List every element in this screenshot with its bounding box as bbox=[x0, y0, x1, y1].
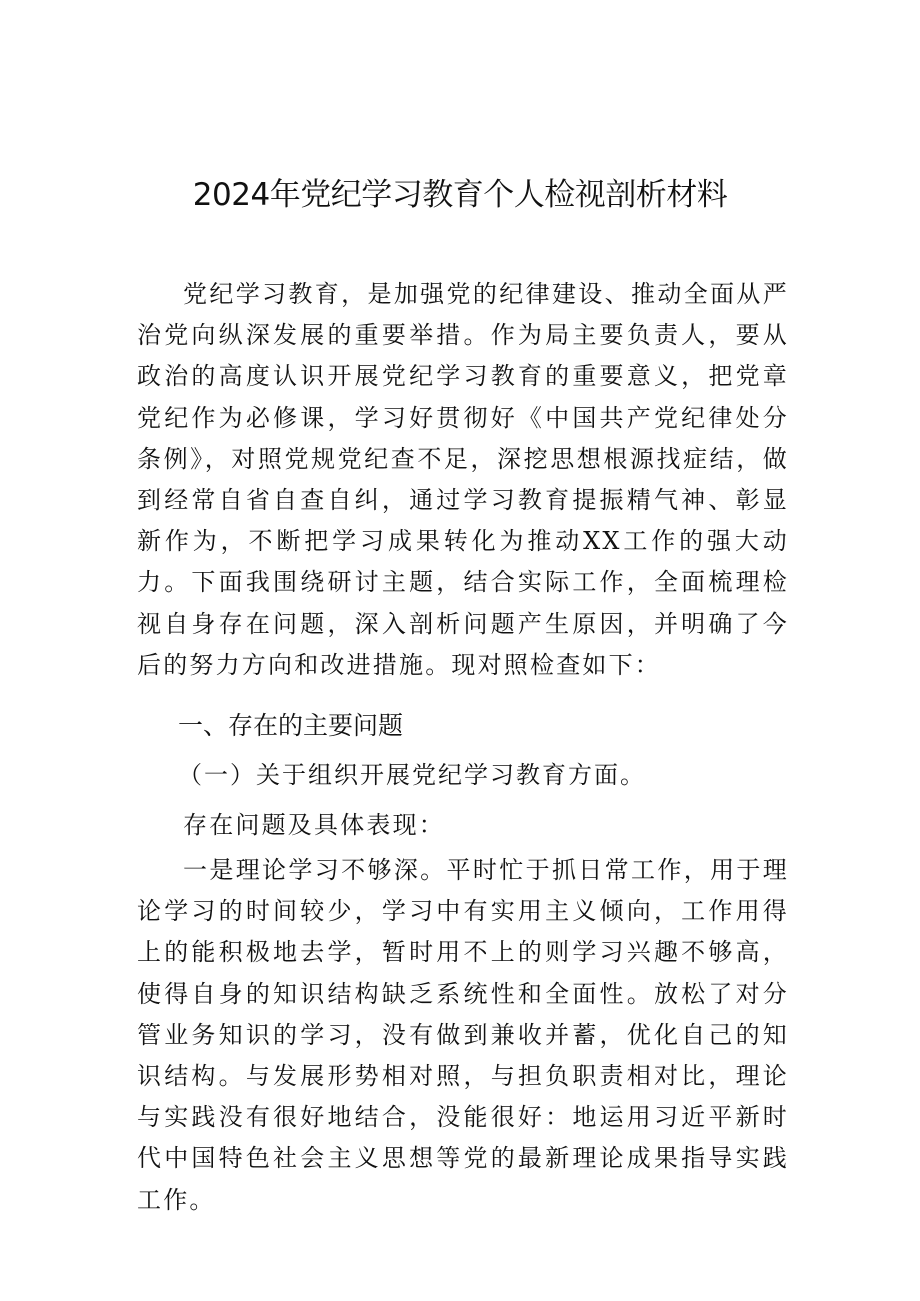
document-title: 2024年党纪学习教育个人检视剖析材料 bbox=[192, 177, 728, 213]
subsection-heading: （一）关于组织开展党纪学习教育方面。 bbox=[178, 761, 646, 789]
problems-label: 存在问题及具体表现： bbox=[183, 811, 445, 839]
point-one-paragraph: 一是理论学习不够深。平时忙于抓日常工作，用于理论学习的时间较少，学习中有实用主义倾向，工作用得上的能积极地去学，暂时用不上的则学习兴趣不够高，使得自身的知识结构缺乏系统性和全面性。放松了对分管业务知识的学习，没有做到兼收并蓄，优化自己的知识结构。与发展形势相对照，与担负职责相对比，理论与实践没有很好地结合，没能很好：地运用习近平新时代中国特色社会主义思想等党的最新理论成果指导实践工作。 bbox=[137, 856, 789, 1214]
intro-paragraph: 党纪学习教育，是加强党的纪律建设、推动全面从严治党向纵深发展的重要举措。作为局主要负责人，要从政治的高度认识开展党纪学习教育的重要意义，把党章党纪作为必修课，学习好贯彻好《中国共产党纪律处分条例》，对照党规党纪查不足，深挖思想根源找症结，做到经常自省自查自纠，通过学习教育提振精气神、彰显新作为，不断把学习成果转化为推动XX工作的强大动力。下面我围绕研讨主题，结合实际工作，全面梳理检视自身存在问题，深入剖析问题产生原因，并明确了今后的努力方向和改进措施。现对照检查如下： bbox=[137, 280, 789, 679]
section-heading: 一、存在的主要问题 bbox=[178, 711, 404, 740]
